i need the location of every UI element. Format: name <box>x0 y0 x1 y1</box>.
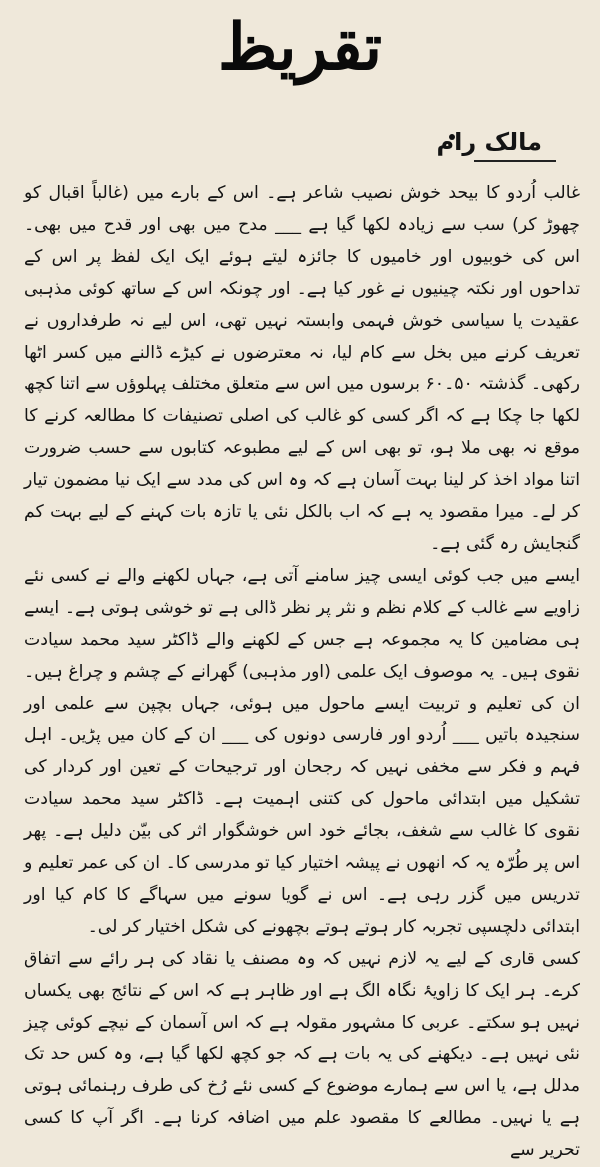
paragraph: ایسے میں جب کوئی ایسی چیز سامنے آتی ہے، جہاں لکھنے والے نے کسی نئے زاویے سے غالب کے کلام نظم و نثر پر نظر ڈالی ہے تو خوشی ہوتی ہے۔ ایسے ہی مضامین کا یہ مجموعہ ہے جس کے لکھنے والے ڈاکٹر سید محمد سیادت نقوی ہیں۔ یہ موصوف ایک علمی (اور مذہبی) گھرانے کے چشم و چراغ ہیں۔ ان کی تعلیم و تربیت ایسے ماحول میں ہوئی، جہاں بچپن سے علمی اور سنجیدہ باتیں ___ اُردو اور فارسی دونوں کی ___ ان کے کان میں پڑیں۔ اہل فہم و فکر سے مخفی نہیں کہ رجحان اور ترجیحات کے تعین اور کردار کی تشکیل میں ابتدائی ماحول کی کتنی اہمیت ہے۔ ڈاکٹر سید محمد سیادت نقوی کا غالب سے شغف، بجائے خود اس خوشگوار اثر کی بیّن دلیل ہے۔ پھر اس پر طُرّہ یہ کہ انھوں نے پیشہ اختیار کیا تو مدرسی کا۔ ان کی عمر تعلیم و تدریس میں گزر رہی ہے۔ اس نے گویا سونے میں سہاگے کا کام کیا اور ابتدائی دلچسپی تجربہ کار ہوتے ہوتے بچھونے کی شکل اختیار کر لی۔ <box>24 565 580 937</box>
author-underline <box>474 160 556 162</box>
body-text <box>24 178 580 1167</box>
paragraph: غالب اُردو کا بیحد خوش نصیب شاعر ہے۔ اس کے بارے میں (غالباً اقبال کو چھوڑ کر) سب سے زیادہ لکھا گیا ہے ___ مدح میں بھی اور قدح میں بھی۔ اس کی خوبیوں اور خامیوں کا جائزہ لیتے ہوئے ایک ایک لفظ پر اس کے تداحوں اور نکتہ چینیوں نے غور کیا ہے۔ اور چونکہ اس کے ساتھ کوئی مذہبی عقیدت یا سیاسی خوش فہمی وابستہ نہیں تھی، اس لیے نہ طرفداروں نے تعریف کرنے میں بخل سے کام لیا، نہ معترضوں نے کیڑے ڈالنے میں کسر اٹھا رکھی۔ گذشتہ ۵۰۔۶۰ برسوں میں اس سے متعلق مختلف پہلوؤں سے اتنا کچھ لکھا جا چکا ہے کہ اگر کسی کو غالب کی اصلی تصنیفات کا مطالعہ کرنے کا موقع نہ بھی ملا ہو، تو بھی اس کے لیے مطبوعہ کتابوں سے حسب ضرورت اتنا مواد اخذ کر لینا بہت آسان ہے کہ وہ اس کی مدد سے ایک نیا مضمون تیار کر لے۔ میرا مقصود یہ ہے کہ اب بالکل نئی یا تازہ بات کہنے کے لیے بہت کم گنجایش رہ گئی ہے۔ <box>24 183 580 554</box>
author-name: مالک رام <box>436 128 542 156</box>
page-title: تقریظ <box>217 10 383 85</box>
paragraph: کسی قاری کے لیے یہ لازم نہیں کہ وہ مصنف یا نقاد کی ہر رائے سے اتفاق کرے۔ ہر ایک کا زاویۂ نگاہ الگ ہے اور ظاہر ہے کہ اس کے نتائج بھی یکساں نہیں ہو سکتے۔ عربی کا مشہور مقولہ ہے کہ اس آسمان کے نیچے کوئی چیز نئی نہیں ہے۔ دیکھنے کی یہ بات ہے کہ جو کچھ لکھا گیا ہے، وہ کس حد تک مدلل ہے، یا اس سے ہمارے موضوع کے کسی نئے رُخ کی طرف رہنمائی ہوتی ہے یا نہیں۔ مطالعے کا مقصود علم میں اضافہ کرنا ہے۔ اگر آپ کا کسی تحریر سے <box>24 948 580 1161</box>
